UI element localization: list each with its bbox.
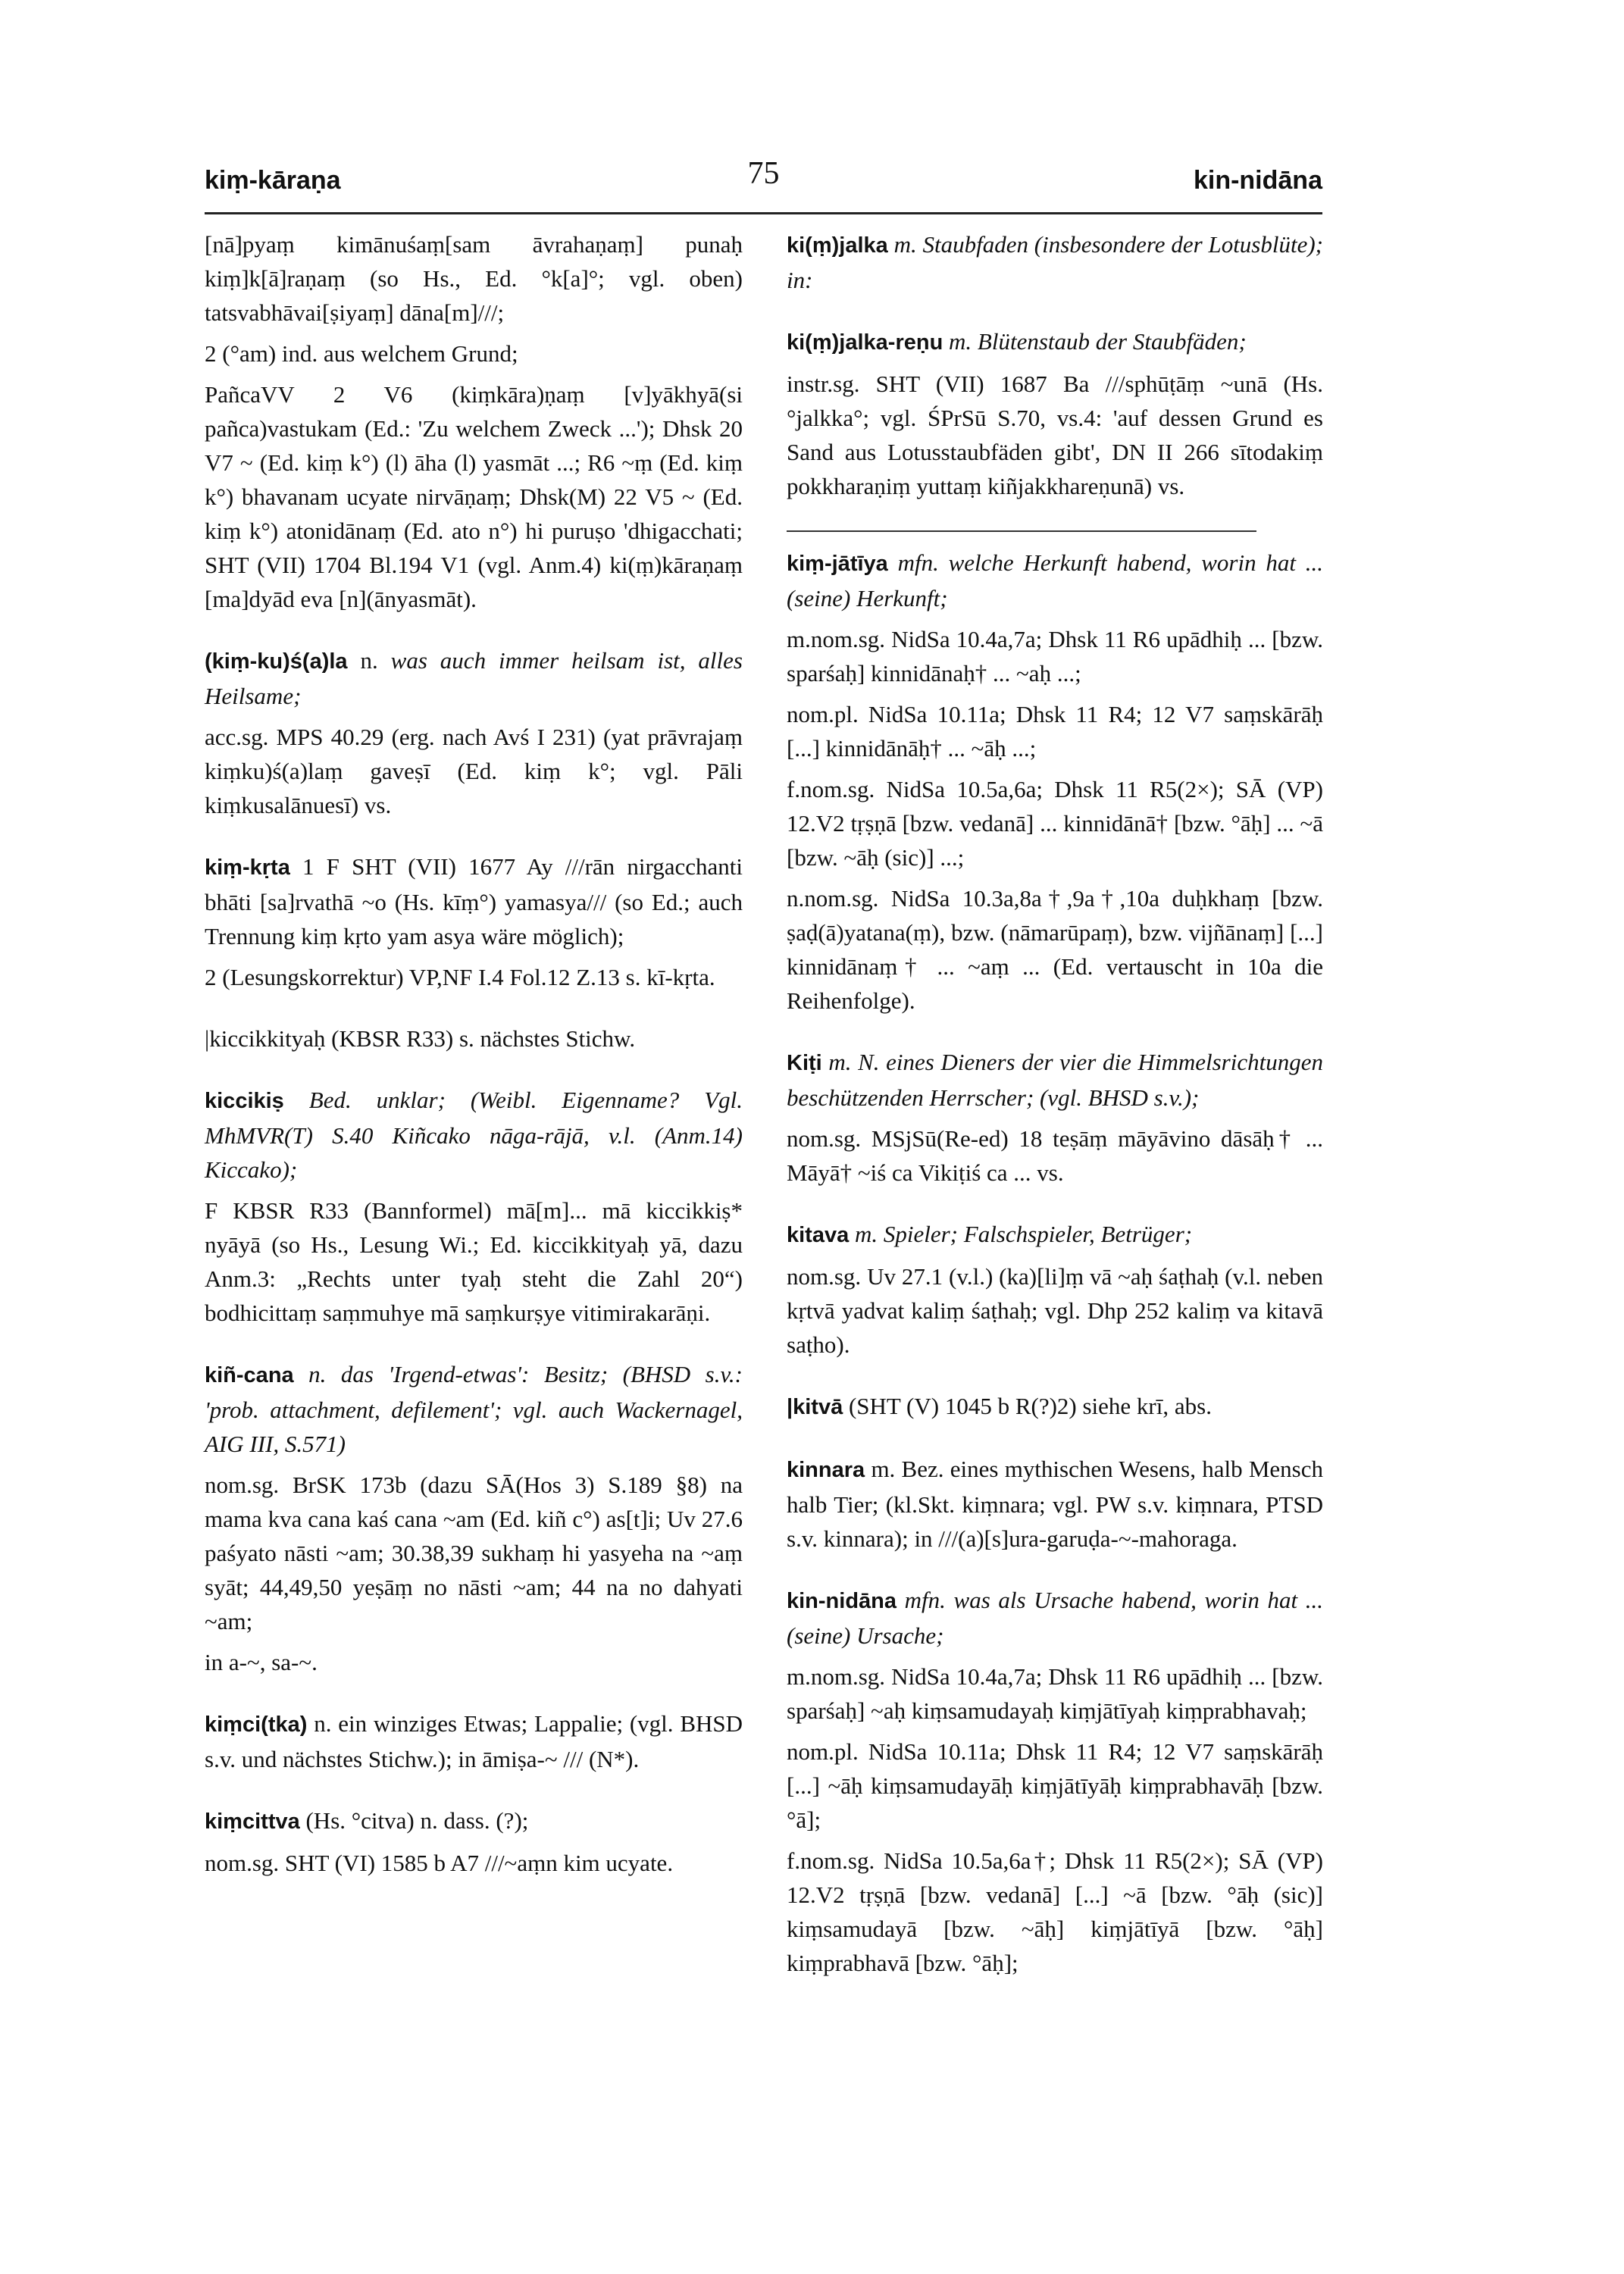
entry-citations: F KBSR R33 (Bannformel) mā[m]... mā kiccikkiṣ* nyāyā (so Hs., Lesung Wi.; Ed. kiccikkityaḥ yā, dazu Anm.3: „Rechts unter tyaḥ steht die Zahl 20“) bodhicittaṃ saṃmuhye mā saṃkurṣye vitimirakarāṇi. — [205, 1197, 743, 1326]
entry-kim-krta — [205, 849, 743, 994]
entry-kitva — [787, 1389, 1323, 1425]
left-column — [205, 227, 743, 1907]
entry-kim-kusala — [205, 643, 743, 822]
entry-kin-cana — [205, 1357, 743, 1679]
entry-kiccikis — [205, 1083, 743, 1330]
entry-kimjalka-renu — [787, 324, 1323, 503]
entry-body: (SHT (V) 1045 b R(?)2) siehe krī, abs. — [848, 1393, 1212, 1419]
entry-head-line — [787, 546, 1323, 615]
entry-citations: nom.sg. SHT (VI) 1585 b A7 ///~aṃn kim ucyate. — [205, 1850, 674, 1876]
headword: ki(ṃ)jalka — [787, 233, 888, 258]
entry-kitava — [787, 1217, 1323, 1362]
headword: Kiṭi — [787, 1051, 822, 1075]
entry-body: n. das 'Irgend-etwas': Besitz; (BHSD s.v.: 'prob. attachment, defilement'; vgl. auch Wackernagel, AIG III, S.571) — [205, 1361, 743, 1457]
running-head — [205, 155, 1322, 201]
entry-citations: nom.sg. Uv 27.1 (v.l.) (ka)[li]ṃ vā ~aḥ śaṭhaḥ (v.l. neben kṛtvā yadvat kaliṃ śaṭhaḥ; vgl. Dhp 252 kaliṃ va kitavā saṭho). — [787, 1263, 1323, 1358]
entry-body: Bed. unklar; (Weibl. Eigenname? Vgl. MhMVR(T) S.40 Kiñcako nāga-rājā, v.l. (Anm.14) Kiccako); — [205, 1087, 743, 1183]
entry-citations: m.nom.sg. NidSa 10.4a,7a; Dhsk 11 R6 upādhiḥ ... [bzw. sparśaḥ] kinnidānaḥ† ... ~aḥ ...; — [787, 626, 1323, 687]
headword: kiṃci(tka) — [205, 1713, 308, 1737]
right-column — [787, 227, 1323, 2007]
entry-kim-karana-cont — [205, 227, 743, 616]
entry-citations: f.nom.sg. NidSa 10.5a,6a†; Dhsk 11 R5(2×); SĀ (VP) 12.V2 tṛṣṇā [bzw. vedanā] [...] ~ā [bzw. °āḥ (sic)] kiṃsamudayā [bzw. ~āḥ] kiṃjātīyā [bzw. °āḥ] kiṃprabhavā [bzw. °āḥ]; — [787, 1847, 1323, 1976]
entry-crossref: |kiccikkityaḥ (KBSR R33) s. nächstes Stichw. — [205, 1025, 636, 1052]
entry-body: m. Bez. eines mythischen Wesens, halb Mensch halb Tier; (kl.Skt. kiṃnara; vgl. PW s.v. kiṃnara, PTSD s.v. kinnara); in ///(a)[s]ura-garuḍa-~-mahoraga. — [787, 1456, 1324, 1552]
entry-head-line — [787, 1389, 1323, 1425]
headword: (kiṃ-ku)ś(a)la — [205, 649, 348, 674]
entry-head-line — [205, 1706, 743, 1776]
headword: kiṃcittva — [205, 1810, 300, 1834]
entry-citations: PañcaVV 2 V6 (kiṃkāra)ṇaṃ [v]yākhyā(si pañca)vastukam (Ed.: 'Zu welchem Zweck ...'); Dhsk 20 V7 ~ (Ed. kiṃ k°) (l) āha (l) yasmāt ...; R6 ~ṃ (Ed. kiṃ k°) bhavanam ucyate nirvāṇaṃ; Dhsk(M) 22 V5 ~ (Ed. kiṃ k°) atonidānaṃ (Ed. ato n°) hi puruṣo 'dhigacchati; SHT (VII) 1704 Bl.194 V1 (vgl. Anm.4) ki(ṃ)kāraṇaṃ [ma]dyād eva [n](ānyasmāt). — [205, 381, 743, 612]
entry-citations: instr.sg. SHT (VII) 1687 Ba ///sphūṭāṃ ~unā (Hs. °jalkka°; vgl. ŚPrSū S.70, vs.4: 'auf dessen Grund es Sand aus Lotusstaubfäden gibt', DN II 266 sītodakiṃ pokkharaṇiṃ yuttaṃ kiñjakkhareṇunā) vs. — [787, 371, 1323, 499]
headword: kiṃ-kṛta — [205, 855, 290, 880]
entry-kimcitka — [205, 1706, 743, 1776]
entry-head-line — [205, 1803, 743, 1839]
entry-body: n. ein winziges Etwas; Lappalie; (vgl. BHSD s.v. und nächstes Stichw.); in āmiṣa-~ /// (N*). — [205, 1710, 743, 1772]
entry-head-line — [205, 643, 743, 713]
entry-kimjalka — [787, 227, 1323, 297]
gloss: was auch immer heilsam ist, alles Heilsame; — [205, 647, 743, 709]
headword: ki(ṃ)jalka-reṇu — [787, 330, 943, 355]
entry-head-line — [205, 1357, 743, 1461]
entry-body: m. N. eines Dieners der vier die Himmelsrichtungen beschützenden Herrscher; (vgl. BHSD s.v.); — [787, 1049, 1323, 1111]
entry-sense: 2 (°am) ind. aus welchem Grund; — [205, 340, 518, 367]
entry-head-line — [787, 1217, 1323, 1253]
headword: kiñ-cana — [205, 1363, 294, 1387]
entry-head-line — [787, 227, 1323, 297]
entry-head-line — [205, 849, 743, 953]
running-head-left: kiṃ-kāraṇa — [205, 166, 341, 195]
entry-kimcittva — [205, 1803, 743, 1880]
entry-body: 1 F SHT (VII) 1677 Ay ///rān nirgacchanti bhāti [sa]rvathā ~o (Hs. kīṃ°) yamasya/// (so Ed.; auch Trennung kiṃ kṛto yam asya wäre möglich); — [205, 853, 743, 949]
header-rule — [205, 212, 1322, 214]
grammar-label: n. — [360, 647, 378, 674]
entry-kin-nidana — [787, 1583, 1323, 1980]
entry-citations: f.nom.sg. NidSa 10.5a,6a; Dhsk 11 R5(2×); SĀ (VP) 12.V2 tṛṣṇā [bzw. vedanā] ... kinnidānā† [bzw. °āḥ] ... ~ā [bzw. ~āḥ (sic)] ...; — [787, 776, 1323, 871]
entry-citations: n.nom.sg. NidSa 10.3a,8a†,9a†,10a duḥkhaṃ [bzw. ṣaḍ(ā)yatana(ṃ), bzw. (nāmarūpaṃ), bzw. vijñānaṃ] [...] kinnidānaṃ† ... ~aṃ ... (Ed. vertauscht in 10a die Reihenfolge). — [787, 885, 1323, 1014]
entry-head-line — [787, 1452, 1323, 1556]
entry-citations: nom.sg. BrSK 173b (dazu SĀ(Hos 3) S.189 §8) na mama kva cana kaś cana ~am (Ed. kiñ c°) as[t]i; Uv 27.6 paśyato nāsti ~am; 30.38,39 sukhaṃ hi yasyeha na ~aṃ syāt; 44,49,50 yeṣāṃ no nāsti ~am; 44 na no dahyati ~am; — [205, 1472, 743, 1634]
entry-citations: acc.sg. MPS 40.29 (erg. nach Avś I 231) (yat prāvrajaṃ kiṃku)ś(a)laṃ gaveṣī (Ed. kiṃ k°; vgl. Pāli kiṃkusalānuesī) vs. — [205, 724, 743, 818]
entry-body: m. Blütenstaub der Staubfäden; — [949, 328, 1247, 355]
entry-body: m. Staubfaden (insbesondere der Lotusblüte); in: — [787, 231, 1324, 293]
entry-body: (Hs. °citva) n. dass. (?); — [305, 1807, 529, 1834]
entry-body: m. Spieler; Falschspieler, Betrüger; — [854, 1221, 1193, 1247]
entry-text: [nā]pyaṃ kimānuśaṃ[sam āvrahaṇaṃ] punaḥ kiṃ]k[ā]raṇaṃ (so Hs., Ed. °k[a]°; vgl. oben) tatsvabhāvai[ṣiyaṃ] dāna[m]///; — [205, 231, 743, 326]
headword: kitava — [787, 1223, 850, 1247]
entry-head-line — [787, 1583, 1323, 1653]
entry-head-line — [787, 324, 1323, 360]
entry-citations: m.nom.sg. NidSa 10.4a,7a; Dhsk 11 R6 upādhiḥ ... [bzw. sparśaḥ] ~aḥ kiṃsamudayaḥ kiṃjātīyaḥ kiṃprabhavaḥ; — [787, 1663, 1323, 1724]
entry-citations: nom.pl. NidSa 10.11a; Dhsk 11 R4; 12 V7 saṃskārāḥ [...] ~āḥ kiṃsamudayāḥ kiṃjātīyāḥ kiṃprabhavāḥ [bzw. °ā]; — [787, 1738, 1323, 1833]
entry-kiti — [787, 1045, 1323, 1190]
headword: |kitvā — [787, 1395, 843, 1419]
entry-kiccikkityah — [205, 1021, 743, 1056]
entry-head-line — [205, 1083, 743, 1187]
headword: kin-nidāna — [787, 1589, 897, 1613]
entry-citations: nom.pl. NidSa 10.11a; Dhsk 11 R4; 12 V7 saṃskārāḥ [...] kinnidānāḥ† ... ~āḥ ...; — [787, 701, 1323, 762]
running-head-right: kin-nidāna — [1193, 166, 1322, 195]
entry-body: mfn. welche Herkunft habend, worin hat ... (seine) Herkunft; — [787, 549, 1323, 612]
page-number: 75 — [747, 156, 780, 191]
headword: kiccikiṣ — [205, 1089, 284, 1113]
entry-kim-jatiya — [787, 546, 1323, 1018]
entry-citations: nom.sg. MSjSū(Re-ed) 18 teṣāṃ māyāvino dāsāḥ† ... Māyā† ~iś ca Vikiṭiś ca ... vs. — [787, 1125, 1323, 1186]
entry-citations: 2 (Lesungskorrektur) VP,NF I.4 Fol.12 Z.13 s. kī-kṛta. — [205, 964, 715, 990]
entry-kinnara — [787, 1452, 1323, 1556]
entry-compounds: in a-~, sa-~. — [205, 1649, 318, 1675]
entry-head-line — [787, 1045, 1323, 1115]
headword: kinnara — [787, 1458, 865, 1482]
headword: kiṃ-jātīya — [787, 552, 888, 576]
entry-body: mfn. was als Ursache habend, worin hat ... (seine) Ursache; — [787, 1587, 1323, 1649]
entry-separator — [787, 530, 1256, 532]
